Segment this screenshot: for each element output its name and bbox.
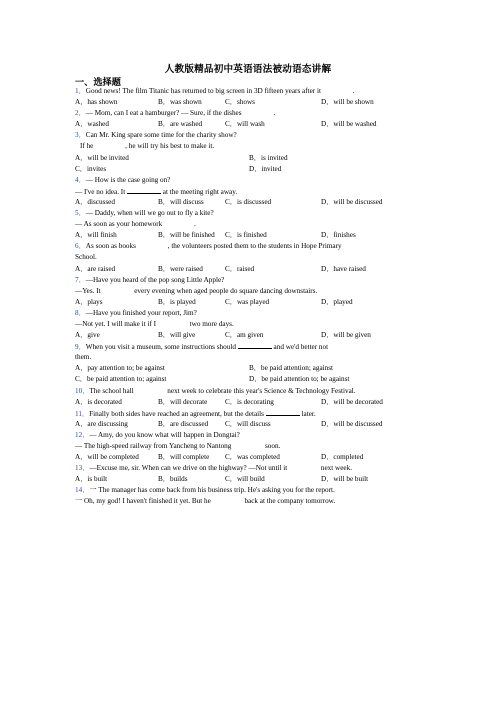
answer-option: A．will be invited xyxy=(75,153,129,162)
question-dialogue-line xyxy=(75,496,421,507)
question-text: next week. xyxy=(319,464,353,473)
question-stem xyxy=(75,485,421,496)
options-row xyxy=(75,264,421,275)
answer-option: A．give xyxy=(75,331,100,340)
options-row xyxy=(75,119,421,130)
answer-option: D．have raised xyxy=(321,264,366,273)
question-text: later. xyxy=(299,409,316,418)
question-stem-continued xyxy=(75,252,421,263)
answer-option: D．will be washed xyxy=(321,120,377,129)
question-text: . xyxy=(273,109,276,118)
question-stem xyxy=(75,130,421,141)
question-number: 10． xyxy=(75,386,90,395)
question-text: , he will try his best to make it. xyxy=(125,142,215,151)
question-text: Can Mr. King spare some time for the charity show? xyxy=(85,131,237,140)
question-text: When you visit a museum, some instructions should xyxy=(85,343,238,352)
answer-option: C．will wash xyxy=(225,120,265,129)
question-item xyxy=(75,86,421,108)
question-text: back at the company tomorrow. xyxy=(242,497,336,506)
options-row xyxy=(75,197,421,208)
options-row xyxy=(75,297,421,308)
answer-option: C．is decorating xyxy=(225,397,274,406)
question-text: . xyxy=(194,220,196,229)
options-row xyxy=(75,97,421,108)
question-text: — Mom, can I eat a hamburger? — Sure, if the dishes xyxy=(85,109,244,118)
answer-option: C．am given xyxy=(225,331,264,340)
question-text: The school hall xyxy=(89,386,136,395)
answer-option: C．shows xyxy=(225,98,255,107)
answer-option: A．washed xyxy=(75,120,109,129)
answer-option: C．will discuss xyxy=(225,419,271,428)
answer-option: C．is finished xyxy=(225,231,267,240)
question-text: 一 Oh, my god! I haven't finished it yet. But he xyxy=(75,497,213,506)
answer-option: B．are washed xyxy=(158,120,203,129)
options-row xyxy=(75,230,421,241)
question-number: 6． xyxy=(75,242,86,251)
question-number: 5． xyxy=(75,209,86,218)
answer-option: A．are raised xyxy=(75,264,116,273)
question-text: . xyxy=(352,87,355,95)
section-heading: 一、选择题 xyxy=(75,77,121,87)
answer-option: B．was shown xyxy=(158,98,202,107)
question-stem xyxy=(75,175,421,186)
answer-option: C．will build xyxy=(225,475,265,484)
options-row xyxy=(75,153,421,164)
answer-option: B．is played xyxy=(158,297,196,306)
answer-option: B．builds xyxy=(158,475,188,484)
question-list xyxy=(75,86,421,508)
question-stem xyxy=(75,408,421,419)
answer-option: D．will be discussed xyxy=(321,419,383,428)
answer-option: D．finishes xyxy=(321,231,356,240)
question-number: 14． xyxy=(75,486,90,495)
options-row xyxy=(75,452,421,463)
question-item xyxy=(75,430,421,463)
question-item xyxy=(75,208,421,241)
answer-option: A．plays xyxy=(75,297,103,306)
question-text: —Have you heard of the pop song Little Apple? xyxy=(85,275,225,284)
document-title: 人教版精品初中英语语法被动语态讲解 xyxy=(164,64,332,75)
question-text: —Have you finished your report, Jim? xyxy=(85,308,197,317)
answer-option: D．played xyxy=(321,297,353,306)
options-row xyxy=(75,363,421,374)
question-number: 3． xyxy=(75,131,86,140)
question-dialogue-line xyxy=(75,286,421,297)
question-number: 2． xyxy=(75,109,86,118)
answer-option: D．will be built xyxy=(321,475,369,484)
question-text: next week to celebrate this year's Science & Technology Festival. xyxy=(165,386,356,395)
question-text: Finally both sides have reached an agreement, but the details xyxy=(89,409,266,418)
answer-option: B．will decorate xyxy=(158,397,208,406)
question-text: two more days. xyxy=(187,319,234,328)
question-text: — Daddy, when will we go out to fly a kite? xyxy=(85,209,214,218)
question-item xyxy=(75,485,421,507)
question-number: 9． xyxy=(75,343,86,352)
answer-option: B．are discussed xyxy=(158,419,209,428)
answer-option: D．be paid attention to; be against xyxy=(249,375,350,384)
question-text: — Amy, do you know what will happen in Dongtai? xyxy=(89,430,240,439)
answer-option: D．will be discussed xyxy=(321,197,383,206)
question-item xyxy=(75,108,421,130)
question-text: School. xyxy=(75,253,97,262)
answer-blank[interactable] xyxy=(127,186,161,194)
options-row xyxy=(75,419,421,430)
question-stem xyxy=(75,86,421,97)
question-text: — The high-speed railway from Yancheng to Nantong xyxy=(75,442,234,450)
answer-option: B．will discuss xyxy=(158,197,204,206)
question-item xyxy=(75,341,421,385)
question-text: —Not yet. I will make it if I xyxy=(75,319,158,328)
answer-option: D．will be given xyxy=(321,331,371,340)
answer-option: A．is built xyxy=(75,475,108,484)
question-dialogue-line xyxy=(75,441,421,452)
question-text: — I've no idea. It xyxy=(75,187,127,196)
question-text: and we'd better not xyxy=(271,343,329,352)
question-item xyxy=(75,386,421,408)
question-item xyxy=(75,308,421,341)
question-stem xyxy=(75,275,421,286)
question-stem-continued xyxy=(75,352,421,363)
question-number: 12． xyxy=(75,430,90,439)
options-row xyxy=(75,164,421,175)
answer-option: D．invited xyxy=(249,164,282,173)
question-item xyxy=(75,241,421,274)
question-stem xyxy=(75,241,421,252)
answer-option: C．was completed xyxy=(225,453,280,462)
answer-option: B．will be finished xyxy=(158,231,215,240)
question-number: 7． xyxy=(75,275,86,284)
options-row xyxy=(75,374,421,385)
question-stem xyxy=(75,430,421,441)
answer-option: C．be paid attention to; against xyxy=(75,375,167,384)
answer-option: C．invites xyxy=(75,164,107,173)
answer-option: A．discussed xyxy=(75,197,115,206)
question-text: — How is the case going on? xyxy=(85,175,171,184)
question-item xyxy=(75,175,421,208)
answer-option: A．is decorated xyxy=(75,397,122,406)
question-text: Good news! The film Titanic has returned to big screen in 3D fifteen years after it xyxy=(85,87,323,95)
question-dialogue-line xyxy=(75,219,421,230)
question-item xyxy=(75,408,421,430)
question-text: If he xyxy=(80,142,96,151)
question-stem xyxy=(75,308,421,319)
question-item xyxy=(75,463,421,485)
answer-blank[interactable] xyxy=(238,341,272,349)
answer-option: B．will complete xyxy=(158,453,210,462)
options-row xyxy=(75,397,421,408)
answer-option: D．will be decorated xyxy=(321,397,383,406)
options-row xyxy=(75,474,421,485)
question-stem xyxy=(75,463,421,474)
question-text: them. xyxy=(75,353,92,362)
question-dialogue-line xyxy=(75,319,421,330)
answer-option: C．raised xyxy=(225,264,255,273)
question-number: 11． xyxy=(75,409,90,418)
question-item xyxy=(75,275,421,308)
question-text: every evening when aged people do square dancing downstairs. xyxy=(132,286,318,295)
options-row xyxy=(75,330,421,341)
question-text: —Yes. It xyxy=(75,286,103,295)
question-text: As soon as books xyxy=(85,242,138,251)
answer-blank[interactable] xyxy=(266,408,300,416)
question-stem xyxy=(75,341,421,352)
question-stem xyxy=(75,386,421,397)
answer-option: D．will be shown xyxy=(321,98,374,107)
question-text: —Excuse me, sir. When can we drive on the highway? —Not until it xyxy=(89,464,290,473)
answer-option: A．has shown xyxy=(75,98,118,107)
answer-option: C．is discussed xyxy=(225,197,272,206)
answer-option: A．are discussing xyxy=(75,419,128,428)
question-dialogue-line xyxy=(75,186,421,197)
question-number: 1． xyxy=(75,87,86,95)
answer-option: B．will give xyxy=(158,331,196,340)
question-text: , the volunteers posted them to the students in Hope Primary xyxy=(167,242,342,251)
answer-option: B．is invited xyxy=(249,153,288,162)
question-text: 一 The manager has come back from his business trip. He's asking you for the report. xyxy=(89,486,335,495)
question-text: — As soon as your homework xyxy=(75,220,165,229)
question-item xyxy=(75,130,421,174)
question-number: 13． xyxy=(75,464,90,473)
answer-option: A．will finish xyxy=(75,231,117,240)
answer-option: A．pay attention to; be against xyxy=(75,364,165,373)
answer-option: B．were raised xyxy=(158,264,203,273)
answer-option: A．will be completed xyxy=(75,453,139,462)
question-number: 4． xyxy=(75,175,86,184)
answer-option: B．be paid attention; against xyxy=(249,364,334,373)
answer-option: C．was played xyxy=(225,297,270,306)
question-dialogue-line xyxy=(75,141,421,152)
question-stem xyxy=(75,208,421,219)
question-number: 8． xyxy=(75,308,86,317)
question-stem xyxy=(75,108,421,119)
answer-option: D．completed xyxy=(321,453,364,462)
question-text: at the meeting right away. xyxy=(161,187,238,196)
question-text: soon. xyxy=(263,442,281,450)
